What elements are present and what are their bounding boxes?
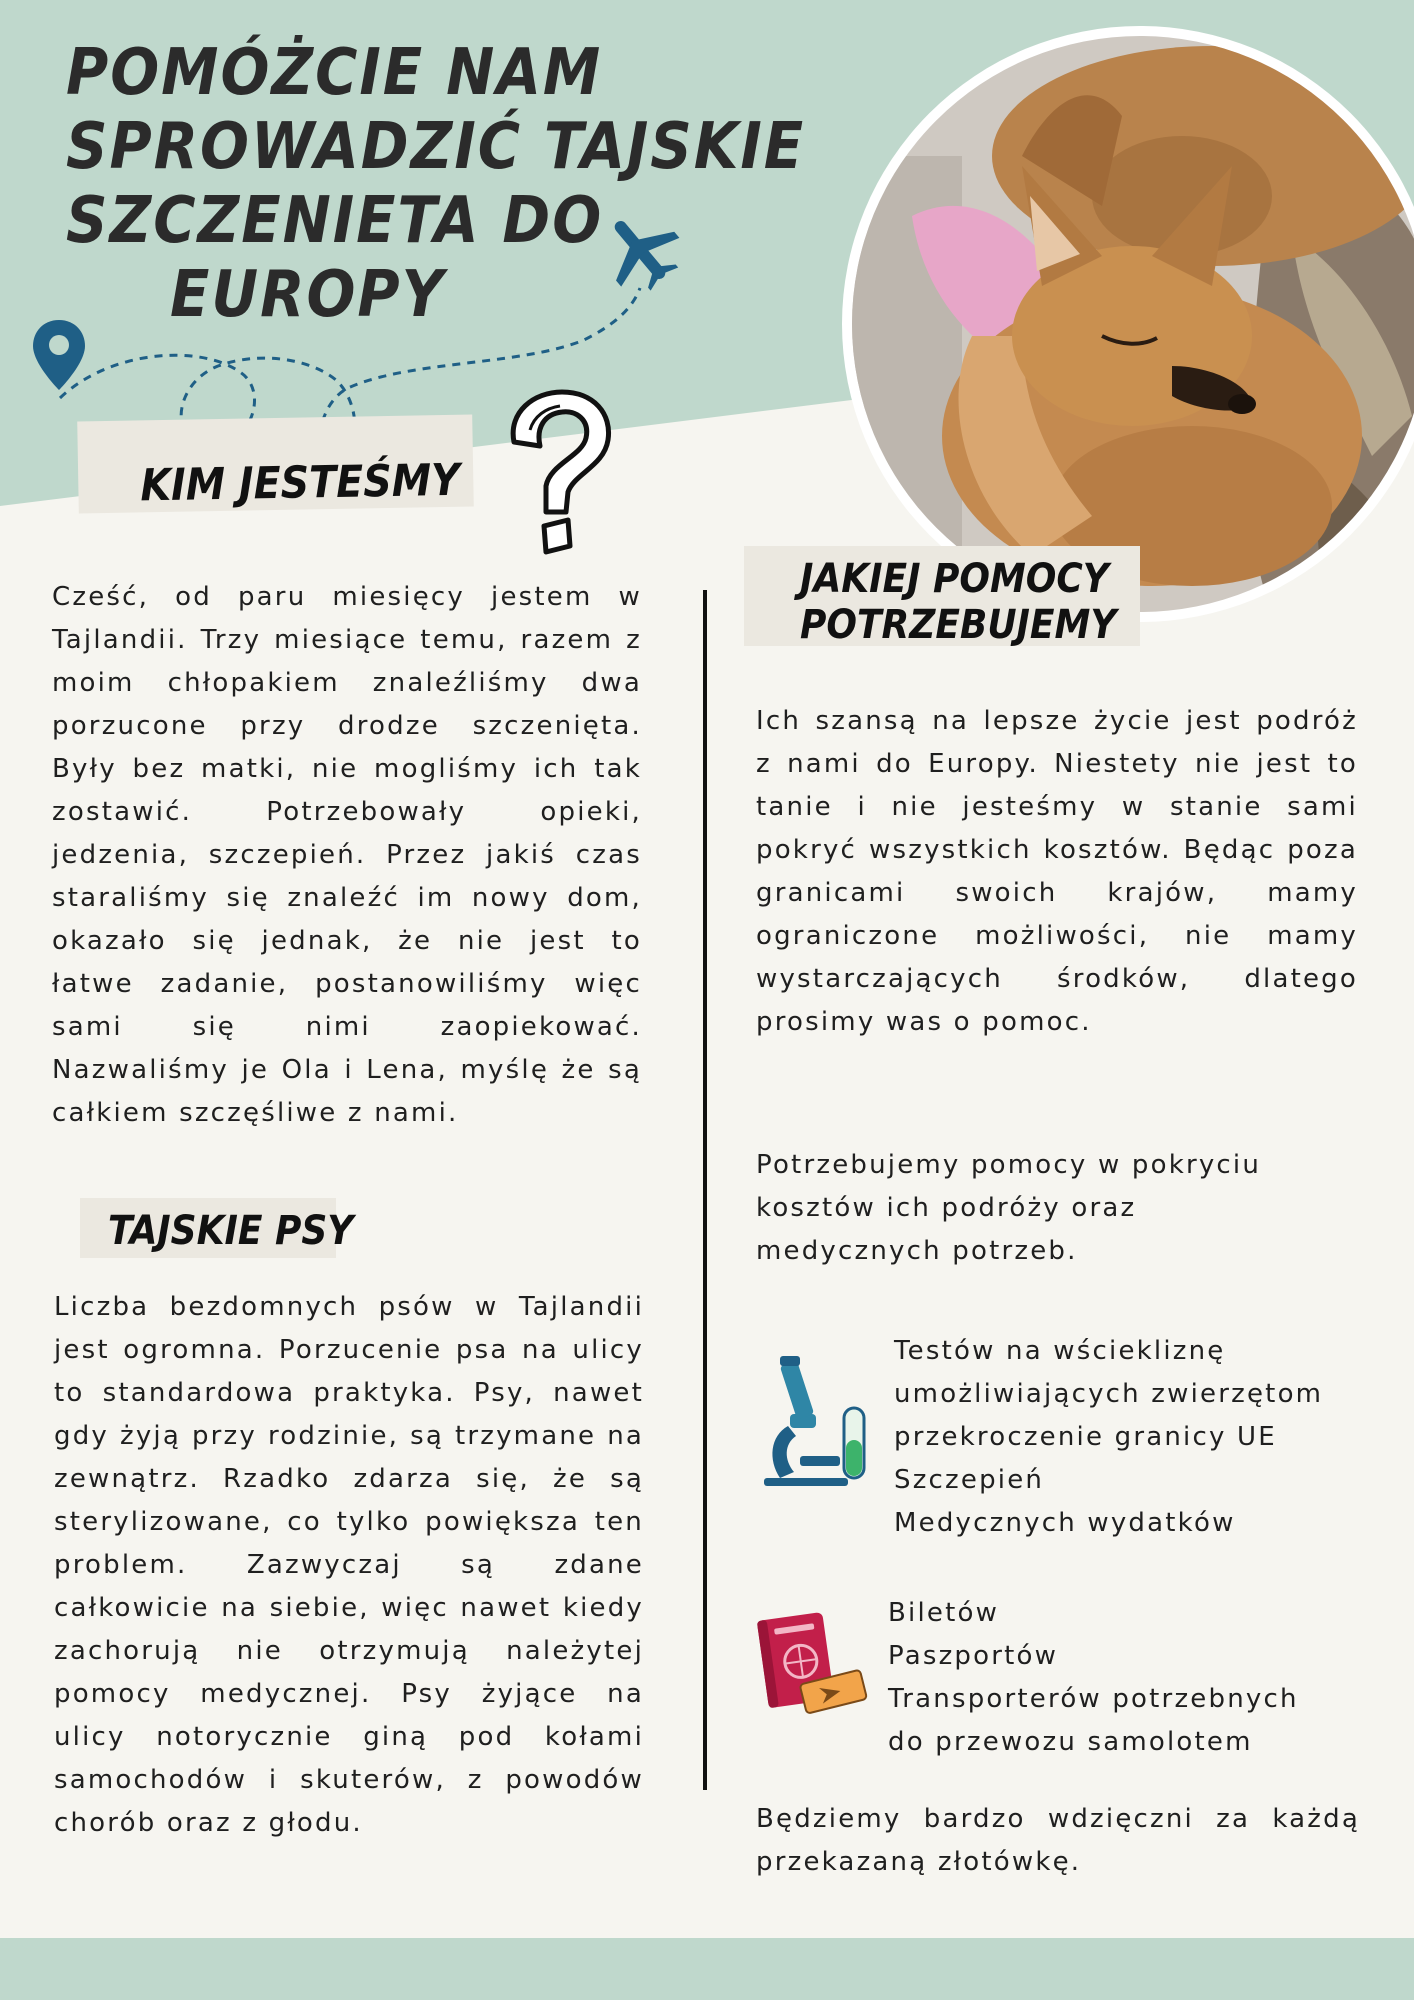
section-label-line-1: JAKIEJ POMOCY: [800, 556, 1109, 602]
microscope-icon: [760, 1356, 872, 1490]
section-label-thai-dogs: [80, 1198, 354, 1258]
list-item: umożliwiających zwierzętom: [894, 1379, 1324, 1409]
question-mark-icon: [500, 386, 616, 558]
section-label-text: KIM JESTEŚMY: [139, 454, 461, 512]
section-label-who-we-are: [77, 415, 474, 514]
thanks-paragraph: Będziemy bardzo wdzięczni za każdą przekazaną złotówkę.: [756, 1804, 1360, 1877]
photo-frame: [842, 26, 1414, 622]
section-label-text: TAJSKIE PSY: [108, 1208, 354, 1254]
title-line-1: POMÓŻCIE NAM: [66, 36, 603, 110]
list-item: Medycznych wydatków: [894, 1508, 1236, 1538]
help-paragraph: Ich szansą na lepsze życie jest podróż z nami do Europy. Niestety nie jest to tanie i nie jesteśmy w stanie sami pokryć wszystkich kosztów. Będąc poza granicami swoich krajów, mamy ograniczone możliwości, nie mamy wystarczających środków, dlatego prosimy was o pomoc.: [756, 706, 1358, 1037]
title-line-4: EUROPY: [170, 258, 446, 332]
list-item: Transporterów potrzebnych: [888, 1684, 1299, 1714]
footer-band: [0, 1938, 1414, 2000]
page-title: [66, 36, 806, 332]
help-costs-paragraph: Potrzebujemy pomocy w pokryciu kosztów ich podróży oraz medycznych potrzeb.: [756, 1150, 1262, 1266]
list-item: do przewozu samolotem: [888, 1727, 1253, 1757]
list-item: Paszportów: [888, 1641, 1059, 1671]
thai-dogs-paragraph: Liczba bezdomnych psów w Tajlandii jest ogromna. Porzucenie psa na ulicy to standardowa praktyka. Psy, nawet gdy żyją przy rodzinie, są trzymane na zewnątrz. Rzadko zdarza się, że są sterylizowane, co tylko powiększa ten problem. Zazwyczaj są zdane całkowicie na siebie, więc nawet kiedy zachorują nie otrzymują należytej pomocy medycznej. Psy żyjące na ulicy notorycznie giną pod kołami samochodów i skuterów, z powodów chorób oraz z głodu.: [54, 1292, 644, 1838]
section-label-help-needed: [744, 546, 1140, 646]
passport-icon: [756, 1606, 868, 1718]
medical-costs-list: [894, 1330, 1323, 1545]
title-line-3: SZCZENIETA DO: [66, 184, 604, 258]
section-label-line-2: POTRZEBUJEMY: [800, 602, 1117, 648]
column-divider: [703, 590, 707, 1790]
list-item: przekroczenie granicy UE: [894, 1422, 1277, 1452]
travel-costs-list: [888, 1592, 1299, 1764]
list-item: Biletów: [888, 1598, 1000, 1628]
list-item: Testów na wściekliznę: [894, 1336, 1226, 1366]
list-item: Szczepień: [894, 1465, 1045, 1495]
puppies-photo: [852, 36, 1414, 612]
who-we-are-paragraph: Cześć, od paru miesięcy jestem w Tajlandii. Trzy miesiące temu, razem z moim chłopakiem znaleźliśmy dwa porzucone przy drodze szczenięta. Były bez matki, nie mogliśmy ich tak zostawić. Potrzebowały opieki, jedzenia, szczepień. Przez jakiś czas staraliśmy się znaleźć im nowy dom, okazało się jednak, że nie jest to łatwe zadanie, postanowiliśmy więc sami się nimi zaopiekować. Nazwaliśmy je Ola i Lena, myślę że są całkiem szczęśliwe z nami.: [52, 582, 642, 1128]
title-line-2: SPROWADZIĆ TAJSKIE: [66, 110, 806, 184]
